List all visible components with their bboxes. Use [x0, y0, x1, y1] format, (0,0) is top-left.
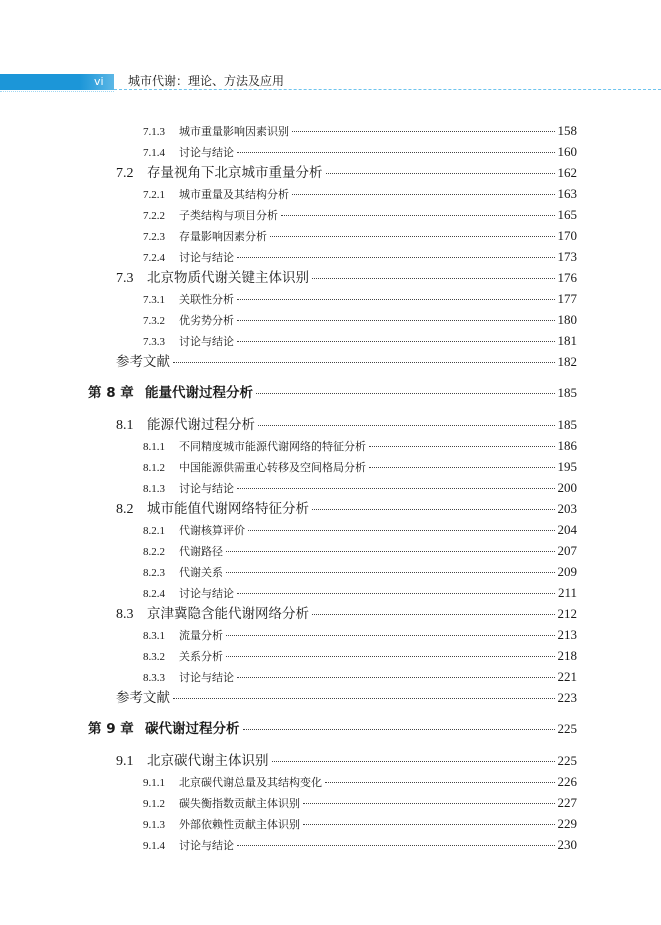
toc-page-number: 225	[557, 721, 577, 736]
toc-title: 代谢路径	[179, 545, 223, 558]
toc-page-number: 195	[557, 459, 577, 474]
toc-entry[interactable]	[143, 796, 577, 810]
toc-title: 北京碳代谢总量及其结构变化	[179, 776, 322, 789]
toc-entry[interactable]	[143, 565, 577, 579]
toc-number: 8.2	[116, 502, 134, 517]
toc-references[interactable]	[116, 691, 577, 706]
toc-page-number: 162	[557, 165, 577, 180]
dot-leader	[237, 341, 555, 342]
toc-page-number: 203	[557, 501, 577, 516]
toc-entry[interactable]	[143, 586, 577, 600]
toc-title: 能量代谢过程分析	[145, 385, 253, 401]
dot-leader	[312, 614, 555, 615]
toc-page-number: 212	[557, 606, 577, 621]
toc-page-number: 229	[557, 816, 577, 831]
toc-number: 8.2.1	[143, 525, 165, 537]
toc-entry[interactable]	[143, 544, 577, 558]
dot-leader	[243, 729, 555, 730]
toc-title: 代谢关系	[179, 566, 223, 579]
toc-entry[interactable]	[143, 250, 577, 264]
toc-entry[interactable]	[143, 460, 577, 474]
toc-title: 能源代谢过程分析	[147, 417, 255, 433]
toc-page-number: 223	[557, 690, 577, 705]
toc-title: 关联性分析	[179, 293, 234, 306]
toc-number: 7.3	[116, 271, 134, 286]
dot-leader	[292, 194, 555, 195]
dot-leader	[237, 593, 555, 594]
dot-leader	[303, 824, 555, 825]
dot-leader	[237, 320, 555, 321]
dot-leader	[292, 131, 555, 132]
toc-entry[interactable]	[116, 166, 577, 181]
page-number: vi	[94, 75, 104, 88]
toc-page-number: 209	[557, 564, 577, 579]
toc-title: 外部依赖性贡献主体识别	[179, 818, 300, 831]
toc-page-number: 221	[557, 669, 577, 684]
dot-leader	[237, 257, 555, 258]
toc-number: 7.1.4	[143, 147, 165, 159]
toc-entry[interactable]	[143, 838, 577, 852]
toc-entry[interactable]	[143, 670, 577, 684]
toc-title: 参考文献	[116, 690, 170, 706]
toc-number: 8.1.2	[143, 462, 165, 474]
toc-title: 讨论与结论	[179, 251, 234, 264]
toc-title: 碳代谢过程分析	[145, 721, 240, 737]
toc-page-number: 207	[557, 543, 577, 558]
toc-number: 9.1.2	[143, 798, 165, 810]
toc-entry[interactable]	[143, 313, 577, 327]
toc-title: 代谢核算评价	[179, 524, 245, 537]
running-header	[0, 74, 661, 90]
toc-page-number: 177	[557, 291, 577, 306]
toc-page-number: 186	[557, 438, 577, 453]
toc-number: 7.3.1	[143, 294, 165, 306]
toc-number: 8.1.1	[143, 441, 165, 453]
toc-page-number: 173	[557, 249, 577, 264]
toc-page-number: 180	[557, 312, 577, 327]
toc-page-number: 230	[557, 837, 577, 852]
toc-number: 7.2	[116, 166, 134, 181]
dot-leader	[270, 236, 555, 237]
toc-title: 中国能源供需重心转移及空间格局分析	[179, 461, 366, 474]
toc-page-number: 218	[557, 648, 577, 663]
toc-entry[interactable]	[143, 208, 577, 222]
toc-page-number: 200	[557, 480, 577, 495]
toc-page-number: 181	[557, 333, 577, 348]
toc-chapter[interactable]	[88, 386, 577, 401]
header-dashed-rule	[114, 89, 661, 90]
toc-page-number: 185	[557, 385, 577, 400]
toc-number: 8.2.2	[143, 546, 165, 558]
dot-leader	[237, 152, 555, 153]
toc-page-number: 226	[557, 774, 577, 789]
toc-number: 9.1.4	[143, 840, 165, 852]
dot-leader	[258, 425, 555, 426]
dot-leader	[325, 782, 555, 783]
dot-leader	[226, 551, 555, 552]
toc-number: 8.3.1	[143, 630, 165, 642]
toc-title: 讨论与结论	[179, 839, 234, 852]
toc-title: 关系分析	[179, 650, 223, 663]
toc-entry[interactable]	[143, 292, 577, 306]
book-title: 城市代谢：理论、方法及应用	[128, 74, 285, 88]
toc-page-number: 185	[557, 417, 577, 432]
toc-title: 城市重量及其结构分析	[179, 188, 289, 201]
dot-leader	[312, 509, 555, 510]
dot-leader	[226, 572, 555, 573]
toc-entry[interactable]	[143, 523, 577, 537]
dot-leader	[237, 677, 555, 678]
toc-entry[interactable]	[143, 439, 577, 453]
toc-page-number: 182	[557, 354, 577, 369]
toc-title: 流量分析	[179, 629, 223, 642]
toc-title: 讨论与结论	[179, 587, 234, 600]
toc-title: 京津冀隐含能代谢网络分析	[147, 606, 309, 622]
toc-page-number: 163	[557, 186, 577, 201]
toc-entry[interactable]	[143, 649, 577, 663]
toc-number: 7.3.3	[143, 336, 165, 348]
toc-number: 8.1	[116, 418, 134, 433]
toc-title: 讨论与结论	[179, 335, 234, 348]
toc-entry[interactable]	[143, 229, 577, 243]
toc-number: 8.2.3	[143, 567, 165, 579]
toc-chapter[interactable]	[88, 722, 577, 737]
toc-entry[interactable]	[143, 334, 577, 348]
dot-leader	[237, 845, 555, 846]
toc-title: 优劣势分析	[179, 314, 234, 327]
toc-entry[interactable]	[116, 607, 577, 622]
toc-number: 7.1.3	[143, 126, 165, 138]
toc-number: 9.1.1	[143, 777, 165, 789]
toc-number: 8.3	[116, 607, 134, 622]
toc-number: 8.3.3	[143, 672, 165, 684]
toc-page-number: 213	[557, 627, 577, 642]
dot-leader	[173, 698, 555, 699]
toc-number: 8.2.4	[143, 588, 165, 600]
toc-title: 存量影响因素分析	[179, 230, 267, 243]
toc-entry[interactable]	[143, 481, 577, 495]
toc-page-number: 170	[557, 228, 577, 243]
toc-title: 城市能值代谢网络特征分析	[147, 501, 309, 517]
toc-number: 7.2.3	[143, 231, 165, 243]
toc-title: 讨论与结论	[179, 482, 234, 495]
toc-page-number: 227	[557, 795, 577, 810]
toc-entry[interactable]	[116, 502, 577, 517]
dot-leader	[226, 635, 555, 636]
dot-leader	[173, 362, 555, 363]
toc-page-number: 176	[557, 270, 577, 285]
toc-page-number: 158	[557, 123, 577, 138]
toc-title: 城市重量影响因素识别	[179, 125, 289, 138]
dot-leader	[369, 446, 555, 447]
toc-page-number: 160	[557, 144, 577, 159]
toc-entry[interactable]	[116, 271, 577, 286]
toc-number: 8.3.2	[143, 651, 165, 663]
toc-references[interactable]	[116, 355, 577, 370]
dot-leader	[237, 488, 555, 489]
toc-number: 8.1.3	[143, 483, 165, 495]
dot-leader	[369, 467, 555, 468]
toc-entry[interactable]	[143, 124, 577, 138]
toc-title: 北京物质代谢关键主体识别	[147, 270, 309, 286]
toc-entry[interactable]	[116, 754, 577, 769]
toc-title: 存量视角下北京城市重量分析	[147, 165, 323, 181]
dot-leader	[281, 215, 555, 216]
toc-title: 参考文献	[116, 354, 170, 370]
toc-entry[interactable]	[143, 628, 577, 642]
toc-number: 7.2.2	[143, 210, 165, 222]
dot-leader	[272, 761, 555, 762]
toc-title: 子类结构与项目分析	[179, 209, 278, 222]
toc-page-number: 211	[557, 585, 577, 600]
toc-entry[interactable]	[143, 187, 577, 201]
toc-number: 第 9 章	[88, 721, 134, 737]
toc-number: 7.3.2	[143, 315, 165, 327]
toc-title: 讨论与结论	[179, 671, 234, 684]
dot-leader	[256, 393, 555, 394]
toc-number: 9.1.3	[143, 819, 165, 831]
header-dotted-rule	[0, 91, 114, 92]
toc-title: 不同精度城市能源代谢网络的特征分析	[179, 440, 366, 453]
dot-leader	[237, 299, 555, 300]
toc-title: 北京碳代谢主体识别	[147, 753, 269, 769]
toc-number: 9.1	[116, 754, 134, 769]
toc-number: 第 8 章	[88, 385, 134, 401]
toc-entry[interactable]	[116, 418, 577, 433]
toc-page-number: 165	[557, 207, 577, 222]
toc-entry[interactable]	[143, 817, 577, 831]
dot-leader	[303, 803, 555, 804]
toc-entry[interactable]	[143, 145, 577, 159]
toc-number: 7.2.1	[143, 189, 165, 201]
dot-leader	[312, 278, 555, 279]
dot-leader	[248, 530, 555, 531]
toc-title: 讨论与结论	[179, 146, 234, 159]
toc-page-number: 225	[557, 753, 577, 768]
toc-number: 7.2.4	[143, 252, 165, 264]
dot-leader	[226, 656, 555, 657]
dot-leader	[326, 173, 555, 174]
toc-entry[interactable]	[143, 775, 577, 789]
toc-title: 碳失衡指数贡献主体识别	[179, 797, 300, 810]
toc-page-number: 204	[557, 522, 577, 537]
